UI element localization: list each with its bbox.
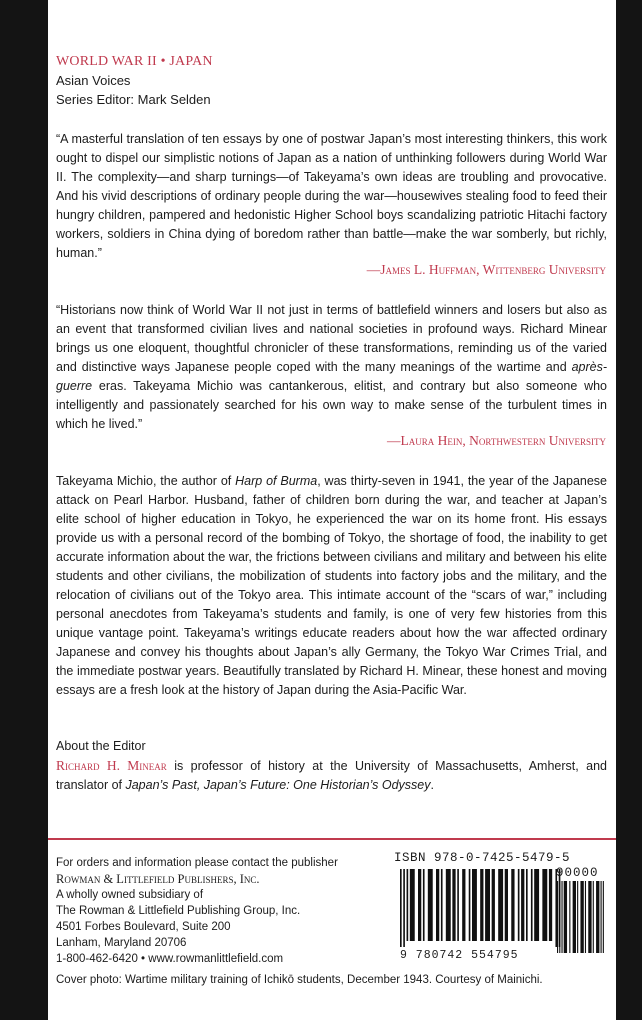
barcode-bar (403, 869, 405, 947)
parent-company: The Rowman & Littlefield Publishing Group, Inc. (56, 905, 301, 917)
blurb-attribution-1: —James L. Huffman, Wittenberg University (366, 262, 606, 277)
blurb-quote-2-part1: “Historians now think of World War II not just in terms of battlefield winners and losers but also as an event that transformed civilian lives and national societies in profound ways. Richard Minear brings us one eloquent, thoughtful chronicler of these transformations, reminding us of the varied and distinctive ways Japanese people coped with the many meanings of the wartime and (56, 303, 607, 374)
description-book-title: Harp of Burma (235, 474, 318, 488)
barcode-bar (521, 869, 524, 941)
series-subtitle: Asian Voices (56, 73, 131, 88)
subsidiary-line: A wholly owned subsidiary of (56, 889, 204, 901)
barcode-bar (441, 869, 443, 941)
barcode-bar (457, 869, 459, 941)
barcode-bar (400, 869, 402, 947)
barcode-bar (559, 881, 560, 953)
barcode-bar (573, 881, 576, 953)
address-line-2: Lanham, Maryland 20706 (56, 937, 187, 949)
barcode-bar (557, 881, 558, 953)
blurb-quote-2 (56, 301, 607, 434)
barcode-bar (423, 869, 425, 941)
barcode-bar (472, 869, 477, 941)
blurb-attribution-2: —Laura Hein, Northwestern University (387, 433, 606, 448)
isbn-label: ISBN 978-0-7425-5479-5 (394, 851, 571, 865)
barcode-bar (452, 869, 455, 941)
barcode-bar (462, 869, 465, 941)
barcode-bar (492, 869, 495, 941)
blurb-quote-1: “A masterful translation of ten essays by one of postwar Japan’s most interesting thinkers, this work ought to dispel our simplistic notions of Japan as a nation of unthinking followers during World War II. The complexity—and sharp turnings—of Takeyama’s own ideas are troubling and provocative. And his vivid descriptions of ordinary people during the war—housewives stealing food to feed their hungry children, pampered and hedonistic Higher School boys scandalizing patriotic Hitachi factory workers, soldiers in China dying of boredom rather than battle—make the war somberly, but richly, human.” (56, 132, 607, 260)
barcode-bar (577, 881, 578, 953)
barcode-bar (596, 881, 599, 953)
barcode-bar (588, 881, 591, 953)
editor-name: Richard H. Minear (56, 758, 167, 773)
barcode-bar (603, 881, 604, 953)
orders-line: For orders and information please contact the publisher (56, 857, 338, 869)
barcode-bar (549, 869, 552, 941)
barcode-bar (564, 881, 567, 953)
barcode-bar (469, 869, 471, 941)
barcode-bar (542, 869, 547, 941)
about-editor (56, 737, 607, 795)
cover-credit: Cover photo: Wartime military training of Ichikō students, December 1943. Courtesy of Mainichi. (56, 974, 543, 986)
barcode-bar (534, 869, 539, 941)
book-description (56, 472, 607, 700)
barcode-bar (410, 869, 415, 941)
barcode-bar (601, 881, 602, 953)
barcode-bar (580, 881, 583, 953)
series-block (56, 52, 213, 109)
description-part1: Takeyama Michio, the author of (56, 474, 236, 488)
barcode-bar (446, 869, 451, 941)
publisher-info (56, 855, 338, 967)
series-title: WORLD WAR II • JAPAN (56, 54, 213, 69)
barcode-bar (531, 869, 533, 941)
barcode-bar (511, 869, 514, 941)
blurb-quote-2-italic: après-guerre (56, 360, 607, 393)
barcode-bar (518, 869, 520, 941)
publisher-name: Rowman & Littlefield Publishers, Inc. (56, 872, 260, 886)
description-part2: , was thirty-seven in 1941, the year of the Japanese attack on Pearl Harbor. Husband, father of children born during the war, and teacher at Japan’s elite school of higher education in Tokyo, he experienced the war on its home front. His essays provide us with a personal record of the bombing of Tokyo, the shortage of food, the inability to get accurate information about the war, the frictions between civilians and military and between his elite students and other civilians, the mobilization of students into factory jobs and the military, and the relocation of civilians out of the Tokyo area. This intimate account of the “scars of war,” including personal anecdotes from Takeyama’s students and family, is one of very few histories from this unique vantage point. Takeyama’s writings educate readers about how the war affected ordinary Japanese and convey his thoughts about Japan’s ally Germany, the Tokyo War Crimes Trial, and the immediate postwar years. Beautifully translated by Richard H. Minear, these honest and moving essays are a fresh look at the history of Japan during the Asia-Pacific War. (56, 474, 607, 697)
back-cover (48, 0, 616, 1020)
barcode-bar (436, 869, 439, 941)
series-editor: Series Editor: Mark Selden (56, 92, 211, 107)
barcode-main (400, 869, 562, 947)
barcode-ean-digits: 9 780742 554795 (400, 949, 519, 962)
barcode-bar (593, 881, 594, 953)
phone-web: 1-800-462-6420 • www.rowmanlittlefield.com (56, 953, 284, 965)
barcode-bar (498, 869, 503, 941)
barcode-supplement-digits: 90000 (556, 866, 599, 880)
about-editor-text (56, 756, 607, 795)
barcode-supplement (557, 881, 605, 959)
barcode-bar (505, 869, 508, 941)
barcode-bar (569, 881, 570, 953)
barcode-bar (561, 881, 562, 953)
barcode-bar (485, 869, 490, 941)
editor-bio-end: . (430, 778, 434, 792)
barcode-bar (418, 869, 421, 941)
barcode-bar (526, 869, 528, 941)
blurb-quote-2-part2: eras. Takeyama Michio was cantankerous, elitist, and contrary but also someone who intelligently and passionately searched for his own way to make sense of the turbulent times in which he lived.” (56, 379, 607, 431)
barcode-bar (407, 869, 409, 941)
about-editor-heading: About the Editor (56, 739, 146, 753)
divider-rule (48, 838, 616, 840)
address-line-1: 4501 Forbes Boulevard, Suite 200 (56, 921, 231, 933)
editor-bio: is professor of history at the University of Massachusetts, Amherst, and translator of (56, 759, 607, 792)
barcode-bar (428, 869, 433, 941)
editor-book: Japan’s Past, Japan’s Future: One Historian’s Odyssey (125, 778, 431, 792)
barcode-bar (585, 881, 586, 953)
barcode-bar (480, 869, 483, 941)
